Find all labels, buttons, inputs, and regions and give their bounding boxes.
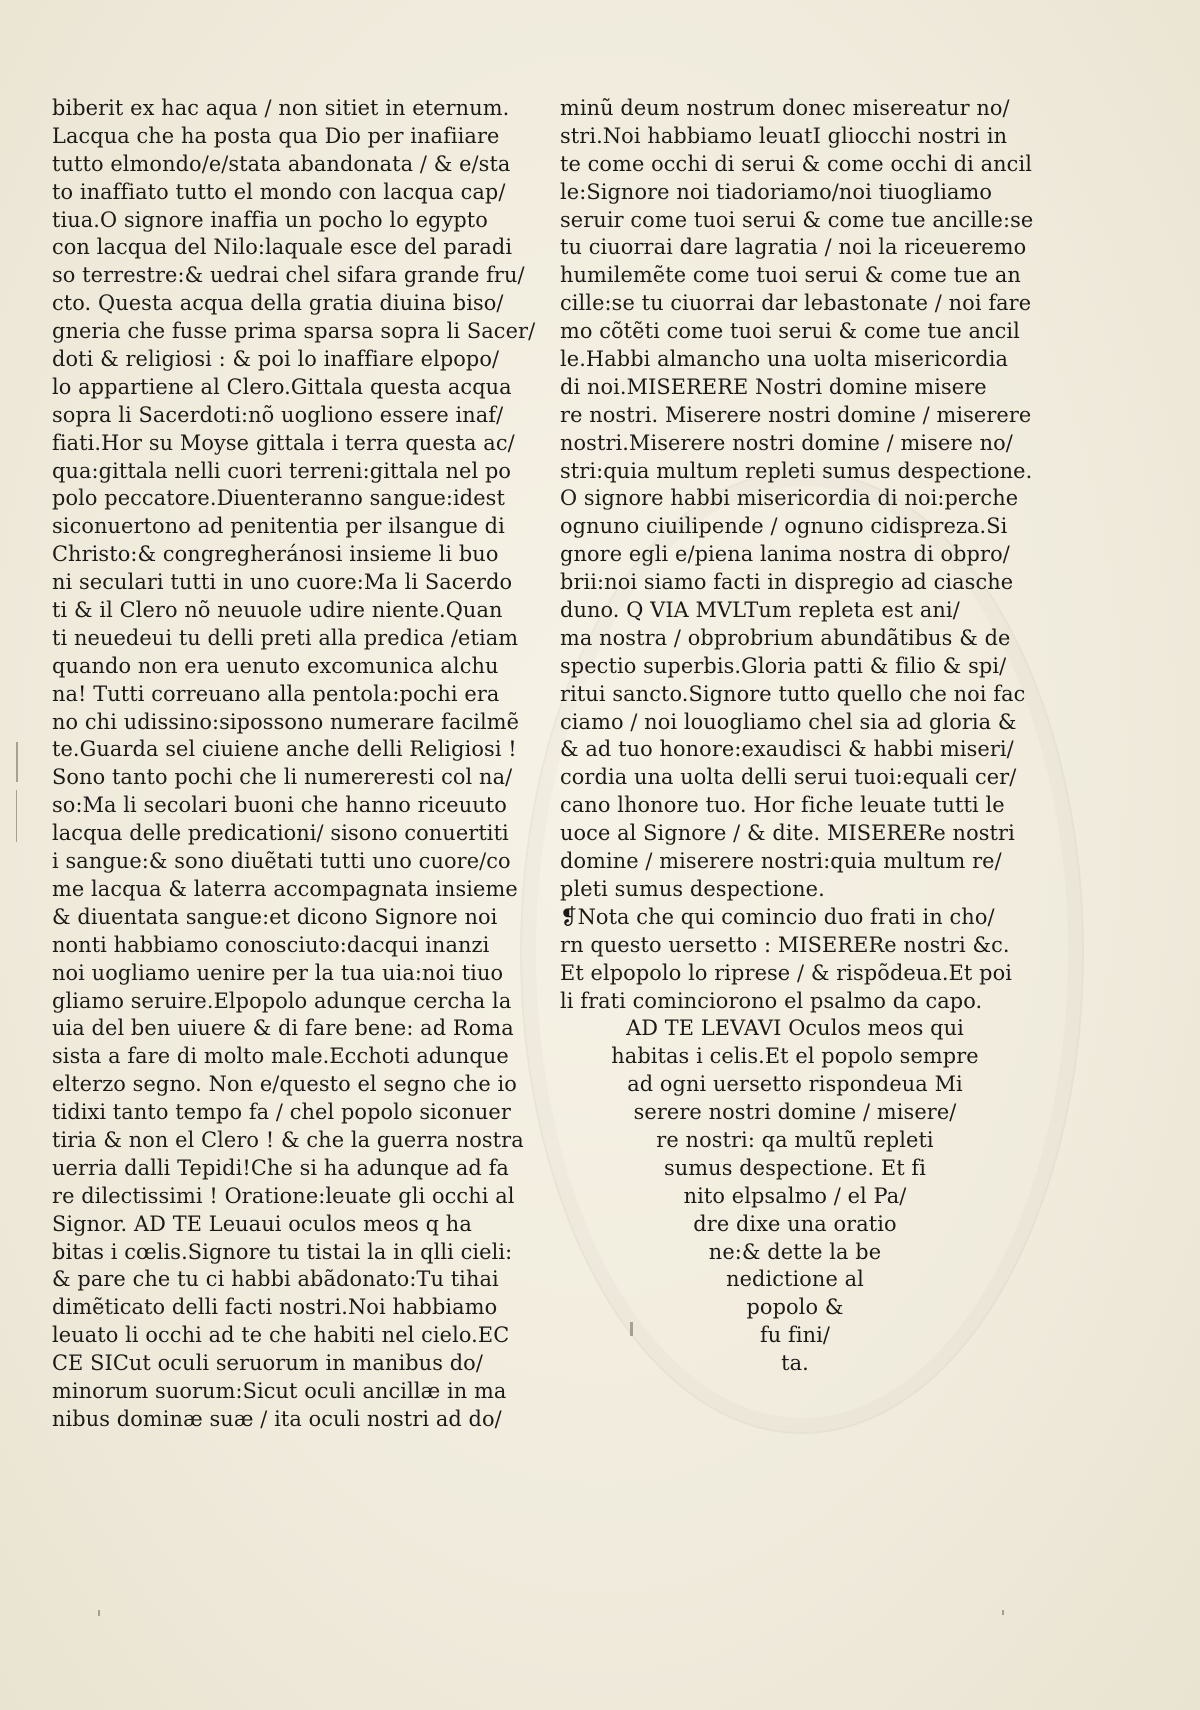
text-line: humilemẽte come tuoi serui & come tue an [560,263,1021,289]
text-line: i sangue:& sono diuẽtati tutti uno cuore/co [52,849,511,875]
text-line: ne:& dette la be [708,1239,882,1265]
text-line: & pare che tu ci habbi abãdonato:Tu tihai [52,1267,499,1293]
text-line: Sono tanto pochi che li numereresti col na/ [52,765,513,791]
text-line: tu ciuorrai dare lagratia / noi la riceueremo [560,235,1027,261]
text-line: te.Guarda sel ciuiene anche delli Religiosi ! [52,737,517,763]
text-line: cano lhonore tuo. Hor fiche leuate tutti le [560,793,1005,819]
ink-speck [16,790,17,842]
text-line: nostri.Miserere nostri domine / misere no/ [560,430,1013,456]
text-line: te come occhi di serui & come occhi di ancil [560,151,1033,177]
text-line: gnore egli e/piena lanima nostra di obpro/ [560,542,1010,568]
ink-speck [1002,1610,1004,1615]
text-line: elterzo segno. Non e/questo el segno che io [52,1072,517,1098]
ink-speck [98,1610,100,1616]
text-line: CE SICut oculi seruorum in manibus do/ [52,1351,483,1377]
text-line: sista a fare di molto male.Ecchoti adunque [52,1044,509,1070]
text-line: & ad tuo honore:exaudisci & habbi miseri/ [560,737,1014,763]
text-line: serere nostri domine / misere/ [633,1100,957,1126]
text-line: noi uogliamo uenire per la tua uia:noi tiuo [52,960,504,986]
text-line: lo appartiene al Clero.Gittala questa acqua [52,374,512,400]
text-line: Lacqua che ha posta qua Dio per inafiiare [52,123,500,149]
text-line: minorum suorum:Sicut oculi ancillæ in ma [52,1378,507,1404]
text-line: li frati cominciorono el psalmo da capo. [560,988,983,1014]
text-line: re dilectissimi ! Oratione:leuate gli occhi al [52,1183,515,1209]
text-line: le.Habbi almancho una uolta misericordia [560,347,1009,373]
text-line: polo peccatore.Diuenteranno sangue:idest [52,486,505,512]
text-line: brii:noi siamo facti in dispregio ad ciasche [560,570,1014,596]
text-line: sumus despectione. Et fi [663,1155,927,1181]
text-line: seruir come tuoi serui & come tue ancille:se [560,207,1034,233]
text-line: fu fini/ [759,1323,831,1349]
text-line: con lacqua del Nilo:laquale esce del paradi [52,235,513,261]
text-line: lacqua delle predicationi/ sisono conuertiti [52,821,509,847]
text-line: leuato li occhi ad te che habiti nel cielo.EC [52,1323,510,1349]
text-line: ❡Nota che qui comincio duo frati in cho/ [560,904,995,930]
text-line: no chi udissino:sipossono numerare facilmẽ [52,709,520,735]
text-line: fiati.Hor su Moyse gittala i terra questa ac/ [52,430,515,456]
text-line: AD TE LEVAVI Oculos meos qui [626,1016,964,1042]
text-line: duno. Q VIA MVLTum repleta est ani/ [560,598,960,624]
text-line: qua:gittala nelli cuori terreni:gittala nel po [52,458,512,484]
text-line: ma nostra / obprobrium abundãtibus & de [560,625,1011,651]
text-line: so terrestre:& uedrai chel sifara grande fru/ [52,263,525,289]
text-line: re nostri: qa multũ repleti [656,1127,934,1153]
text-line: tiua.O signore inaffia un pocho lo egypto [52,207,488,233]
text-line: na! Tutti correuano alla pentola:pochi era [52,681,500,707]
text-line: to inaffiato tutto el mondo con lacqua cap/ [52,179,506,205]
text-line: stri.Noi habbiamo leuatI gliocchi nostri in [560,123,1008,149]
text-line: bitas i cœlis.Signore tu tistai la in qlli cieli: [52,1239,513,1265]
ink-speck [16,742,18,782]
text-line: domine / miserere nostri:quia multum re/ [560,849,1002,875]
text-line: cto. Questa acqua della gratia diuina biso/ [52,291,504,317]
text-line: siconuertono ad penitentia per ilsangue di [52,514,505,540]
text-line: tiria & non el Clero ! & che la guerra nostra [52,1127,524,1153]
ink-speck [630,1322,633,1336]
text-line: mo cõtẽti come tuoi serui & come tue ancil [560,319,1020,345]
text-line: stri:quia multum repleti sumus despectione. [560,458,1033,484]
text-line: nonti habbiamo conosciuto:dacqui inanzi [52,932,490,958]
text-line: so:Ma li secolari buoni che hanno riceuuto [52,793,507,819]
text-line: ognuno ciuilipende / ognuno cidispreza.Si [560,514,1008,540]
text-line: & diuentata sangue:et dicono Signore noi [52,904,498,930]
text-line: habitas i celis.Et el popolo sempre [611,1044,979,1070]
left-text-column [52,95,536,1434]
text-line: nedictione al [726,1267,864,1293]
text-line: me lacqua & laterra accompagnata insieme [52,876,518,902]
text-line: sopra li Sacerdoti:nõ uogliono essere inaf/ [52,402,504,428]
text-line: minũ deum nostrum donec misereatur no/ [560,96,1010,121]
text-line: uerria dalli Tepidi!Che si ha adunque ad fa [52,1155,509,1181]
text-line: Christo:& congregheránosi insieme li buo [52,542,499,568]
text-line: gneria che fusse prima sparsa sopra li Sacer/ [52,319,536,345]
text-line: ad ogni uersetto rispondeua Mi [627,1072,963,1098]
text-line: ciamo / noi louogliamo chel sia ad gloria & [560,709,1017,735]
text-line: tutto elmondo/e/stata abandonata / & e/sta [52,151,511,177]
text-line: re nostri. Miserere nostri domine / miserere [560,402,1032,428]
text-line: ta. [781,1351,809,1377]
text-line: uia del ben uiuere & di fare bene: ad Roma [52,1016,514,1042]
right-text-column [560,95,1034,1378]
text-line: cille:se tu ciuorrai dar lebastonate / noi fare [560,291,1032,317]
text-line: di noi.MISERERE Nostri domine misere [560,374,987,400]
text-line: dre dixe una oratio [693,1211,897,1237]
text-line: ni seculari tutti in uno cuore:Ma li Sacerdo [52,570,513,596]
text-line: ti neuedeui tu delli preti alla predica /etiam [52,625,519,651]
text-line: spectio superbis.Gloria patti & filio & spi/ [560,653,1007,679]
text-line: rn questo uersetto : MISERERe nostri &c. [560,932,1010,958]
text-line: gliamo seruire.Elpopolo adunque cercha la [52,988,512,1014]
text-line: Signor. AD TE Leuaui oculos meos q ha [52,1211,472,1237]
text-line: ti & il Clero nõ neuuole udire niente.Quan [52,598,503,624]
text-line: Et elpopolo lo riprese / & rispõdeua.Et poi [560,960,1013,986]
text-line: quando non era uenuto excomunica alchu [52,653,499,679]
text-line: biberit ex hac aqua / non sitiet in eternum. [52,96,510,121]
text-line: ritui sancto.Signore tutto quello che noi fac [560,681,1026,707]
text-line: uoce al Signore / & dite. MISERERe nostri [560,821,1015,847]
text-line: nibus dominæ suæ / ita oculi nostri ad do/ [52,1406,502,1432]
text-line: le:Signore noi tiadoriamo/noi tiuogliamo [560,179,993,205]
text-line: popolo & [746,1295,844,1321]
text-line: O signore habbi misericordia di noi:perche [560,486,1019,512]
text-line: cordia una uolta delli serui tuoi:equali cer/ [560,765,1017,791]
text-line: tidixi tanto tempo fa / chel popolo siconuer [52,1100,511,1126]
text-line: doti & religiosi : & poi lo inaffiare elpopo/ [52,347,500,373]
text-line: pleti sumus despectione. [560,876,825,902]
text-line: dimẽticato delli facti nostri.Noi habbiamo [52,1295,498,1321]
text-line: nito elpsalmo / el Pa/ [683,1183,907,1209]
